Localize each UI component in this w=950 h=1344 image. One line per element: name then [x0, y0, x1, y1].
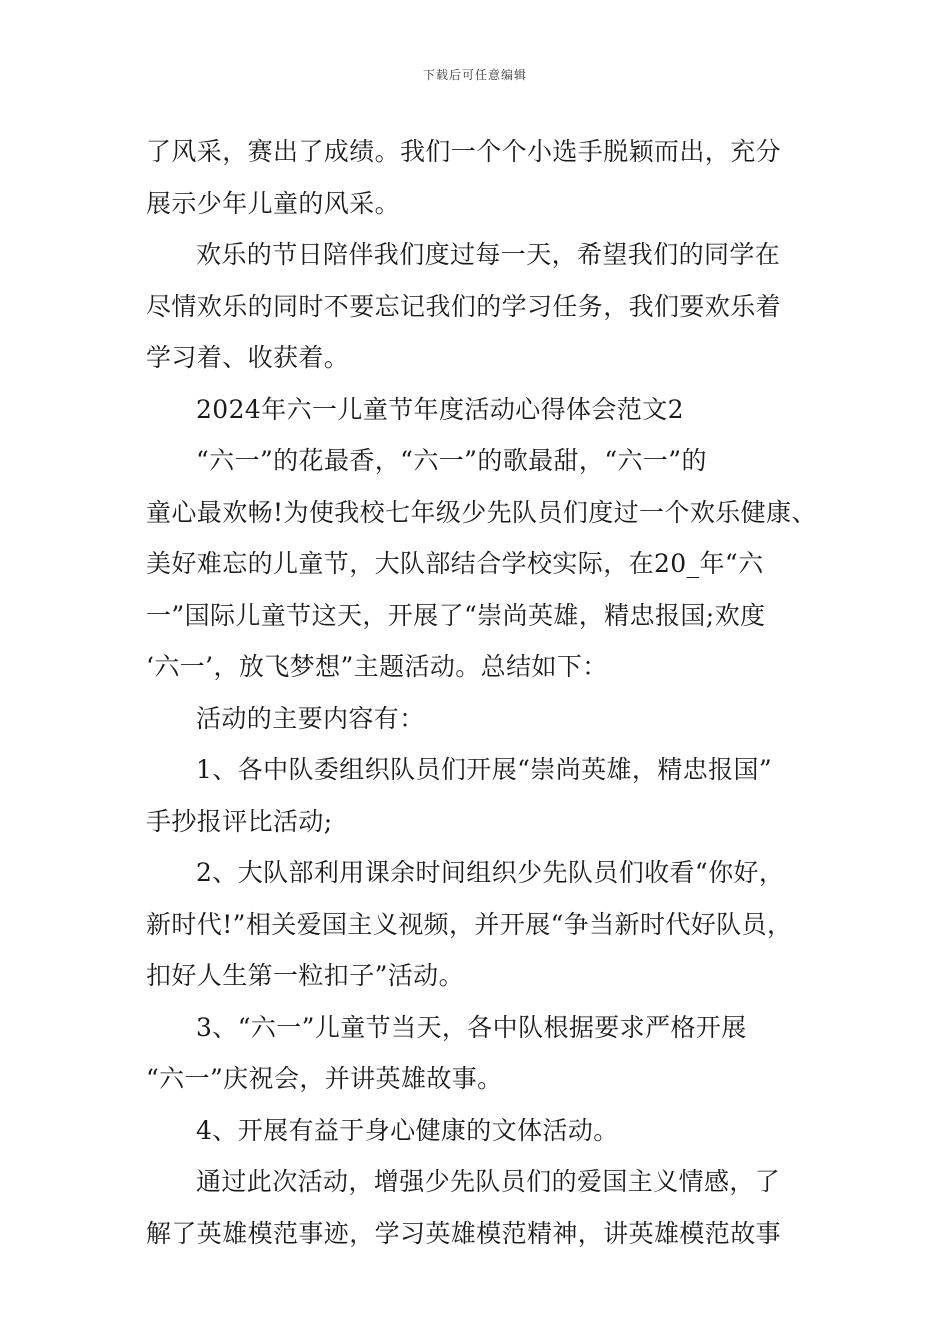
text-line: 解了英雄模范事迹，学习英雄模范精神，讲英雄模范故事 — [146, 1218, 782, 1248]
text-line: 学习着、收获着。 — [146, 343, 350, 372]
list-item: 2、大队部利用课余时间组织少先队员们收看“你好， — [196, 858, 785, 887]
text-line: 新时代!”相关爱国主义视频，并开展“争当新时代好队员， — [146, 909, 793, 939]
text-line: ‘六一’，放飞梦想”主题活动。总结如下： — [146, 652, 608, 681]
text-line: 欢乐的节日陪伴我们度过每一天，希望我们的同学在 — [196, 240, 781, 269]
text-line: 尽情欢乐的同时不要忘记我们的学习任务，我们要欢乐着 — [146, 291, 782, 321]
text-line: 童心最欢畅!为使我校七年级少先队员们度过一个欢乐健康、 — [146, 497, 817, 527]
list-item: 3、“六一”儿童节当天，各中队根据要求严格开展 — [196, 1012, 747, 1042]
text-line: “六一”的花最香，“六一”的歌最甜，“六一”的 — [196, 446, 707, 475]
document-body — [146, 126, 817, 1259]
section-heading: 2024年六一儿童节年度活动心得体会范文2 — [196, 394, 684, 424]
page-header-note: 下载后可任意编辑 — [422, 68, 527, 82]
text-line: 手抄报评比活动; — [146, 806, 333, 836]
list-item: 1、各中队委组织队员们开展“崇尚英雄，精忠报国” — [196, 755, 773, 784]
text-line: 展示少年儿童的风采。 — [146, 188, 401, 218]
text-line: 美好难忘的儿童节，大队部结合学校实际，在20_年“六 — [146, 549, 764, 578]
text-line: 扣好人生第一粒扣子”活动。 — [146, 961, 464, 990]
text-line: 了风采，赛出了成绩。我们一个个小选手脱颖而出，充分 — [146, 137, 782, 166]
text-line: 活动的主要内容有： — [196, 703, 425, 733]
text-line: 通过此次活动，增强少先队员们的爱国主义情感，了 — [196, 1167, 781, 1196]
list-item: 4、开展有益于身心健康的文体活动。 — [196, 1115, 619, 1145]
text-line: 一”国际儿童节这天，开展了“崇尚英雄，精忠报国;欢度 — [146, 600, 766, 630]
text-line: “六一”庆祝会，并讲英雄故事。 — [146, 1064, 503, 1093]
